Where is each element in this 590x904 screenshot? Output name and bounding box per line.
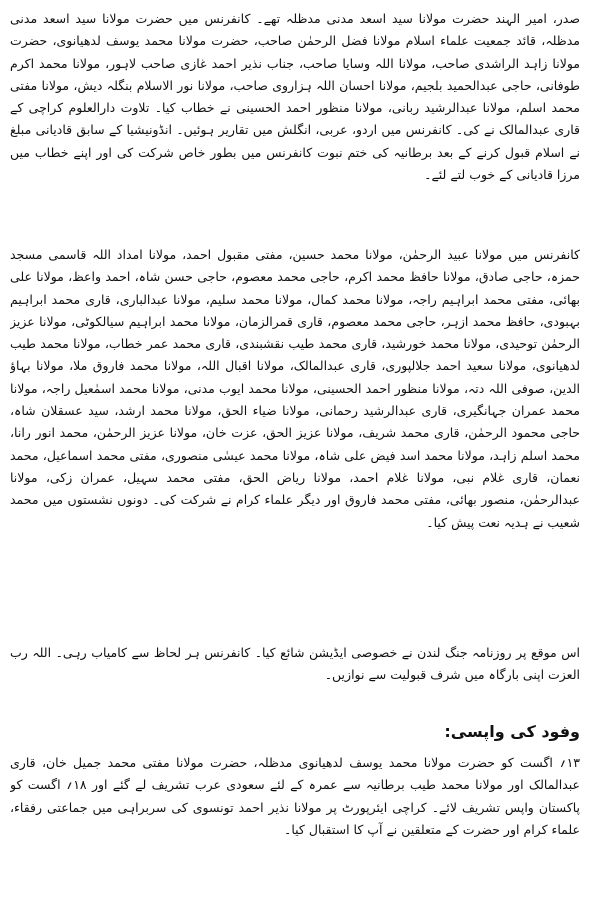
section-heading-return: وفود کی واپسی: [444,722,580,741]
paragraph-attendees: کانفرنس میں مولانا عبید الرحمٰن، مولانا محمد حسین، مفتی مقبول احمد، مولانا امداد اللہ قاسمی مسجد حمزہ، حاجی صادق، مولانا حافظ محمد اکرم، حاجی محمد معصوم، حاجی حسن شاہ، احمد واعظ، مولانا علی بھائی، مفتی محمد ابراہیم راجہ، مولانا محمد کمال، مولانا محمد سلیم، مولانا عبدالباری، قاری محمد ابراہیم بہبودی، حافظ محمد ازہر، حاجی محمد معصوم، قاری قمرالزمان، مولانا محمد ابراہیم سیالکوٹی، مولانا عزیز الرحمٰن توحیدی، مولانا محمد خورشید، قاری محمد طیب نقشبندی، قاری محمد عمر خطاب، مولانا محمد طیب لدھیانوی، مولانا سعید احمد جلالپوری، قاری عبدالمالک، مولانا اقبال اللہ، مولانا محمد فاروق ملا، مولانا بہاؤ الدین، صوفی اللہ دتہ، مولانا منظور احمد الحسینی، مولانا محمد ایوب مدنی، مولانا محمد اسمٰعیل راجہ، مولانا محمد عمران جہانگیری، قاری عبدالرشید رحمانی، مولانا ضیاء الحق، مولانا محمد ارشد، سید عسقلان شاہ، حاجی محمود الرحمٰن، قاری محمد شریف، مولانا عزیز الحق، عزت خان، مولانا عزیز الرحمٰن، محمد انور رانا، محمد اسلم زاہد، مولانا محمد اسد فیض علی شاہ، مولانا محمد عیسٰی منصوری، مفتی محمد اسماعیل، محمد نعمان، قاری غلام نبی، مولانا غلام احمد، مولانا ریاض الحق، مفتی محمد سہیل، عمران زکی، مولانا عبدالرحمٰن، منصور بھائی، مفتی محمد فاروق اور دیگر علماء کرام نے شرکت کی۔ دونوں نشستوں میں محمد شعیب نے ہدیہ نعت پیش کیا۔ [10,247,580,530]
paragraph-conference-speakers: صدر، امیر الہند حضرت مولانا سید اسعد مدنی مدظلہ تھے۔ کانفرنس میں حضرت مولانا سید اسعد مدنی مدظلہ، قائد جمعیت علماء اسلام مولانا فضل الرحمٰن صاحب، حضرت مولانا محمد یوسف لدھیانوی، حضرت مولانا زاہد الراشدی صاحب، مولانا اللہ وسایا صاحب، جناب نذیر احمد غازی صاحب لاہور، مولانا محمد اکرم طوفانی، حاجی عبدالحمید بلجیم، مولانا احسان اللہ ہزاروی صاحب، مولانا نور الاسلام بنگلہ دیش، مولانا مفتی محمد اسلم، مولانا عبدالرشید ربانی، مولانا منظور احمد الحسینی نے خطاب کیا۔ تلاوت دارالعلوم کراچی کے قاری عبدالمالک نے کی۔ کانفرنس میں اردو، عربی، انگلش میں تقاریر ہوئیں۔ انڈونیشیا کے سابق قادیانی مبلغ نے اسلام قبول کرنے کے بعد برطانیہ کی ختم نبوت کانفرنس میں بطور خاص شرکت کی اور اپنے خطاب میں مرزا قادیانی کے خوب لتے لئے۔ [10,11,580,183]
paragraph-return-trip: ۱۳؍ اگست کو حضرت مولانا محمد یوسف لدھیانوی مدظلہ، حضرت مولانا مفتی محمد جمیل خان، قاری عبدالمالک اور مولانا محمد طیب برطانیہ سے عمرہ کے لئے سعودی عرب تشریف لے گئے اور ۱۸؍ اگست کو پاکستان واپس تشریف لائے۔ کراچی ایئرپورٹ پر مولانا نذیر احمد تونسوی کی سربراہی میں جماعتی رفقاء، علماء کرام اور حضرت کے متعلقین نے آپ کا استقبال کیا۔ [10,755,580,837]
paragraph-jang-special-edition: اس موقع پر روزنامہ جنگ لندن نے خصوصی ایڈیشن شائع کیا۔ کانفرنس ہر لحاظ سے کامیاب رہی۔ اللہ رب العزت اپنی بارگاہ میں شرف قبولیت سے نوازیں۔ [10,645,580,683]
